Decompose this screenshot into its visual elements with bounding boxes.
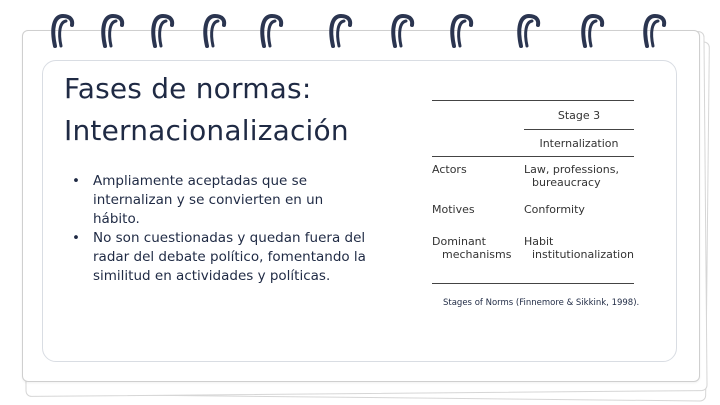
table-row <box>432 163 634 203</box>
bullet-item <box>72 172 372 229</box>
spiral-binding-ring-icon <box>578 10 608 50</box>
spiral-binding-ring-icon <box>514 10 544 50</box>
bullet-text: No son cuestionadas y quedan fuera del radar del debate político, fomentando la similitud en actividades y políticas. <box>93 230 366 284</box>
table-row-value: Conformity <box>524 203 585 216</box>
table-row-value <box>524 163 619 189</box>
spiral-binding <box>0 0 720 60</box>
spiral-binding-ring-icon <box>257 10 287 50</box>
table-row <box>432 235 634 277</box>
table-row <box>432 203 634 235</box>
table-stage-name: Internalization <box>539 137 619 150</box>
table-row-value-line: institutionalization <box>532 248 634 261</box>
table-row-label: Motives <box>432 203 475 216</box>
spiral-binding-ring-icon <box>200 10 230 50</box>
spiral-binding-ring-icon <box>98 10 128 50</box>
spiral-binding-ring-icon <box>48 10 78 50</box>
bullet-dot-icon: • <box>72 173 80 189</box>
table-row-value-line: Law, professions, <box>524 163 619 176</box>
table-row-value <box>524 235 634 261</box>
spiral-binding-ring-icon <box>388 10 418 50</box>
spiral-binding-ring-icon <box>447 10 477 50</box>
table-row-label-line: Dominant <box>432 235 486 248</box>
table-bottom-rule <box>432 283 634 284</box>
table-row-label-line: mechanisms <box>442 248 512 261</box>
table-row-value-line: Habit <box>524 235 554 248</box>
spiral-binding-ring-icon <box>148 10 178 50</box>
bullet-dot-icon: • <box>72 230 80 246</box>
table-stage-label: Stage 3 <box>557 109 601 122</box>
slide-title-line-1: Fases de normas: <box>64 72 312 105</box>
spiral-binding-ring-icon <box>640 10 670 50</box>
bullet-list <box>72 172 372 286</box>
bullet-item <box>72 229 372 286</box>
bullet-text: Ampliamente aceptadas que se internalizan y se convierten en un hábito. <box>93 173 324 227</box>
table-row-label: Actors <box>432 163 467 176</box>
table-caption: Stages of Norms (Finnemore & Sikkink, 1998). <box>443 298 640 308</box>
stages-of-norms-table <box>432 100 634 284</box>
spiral-binding-ring-icon <box>326 10 356 50</box>
table-stage-name-header <box>432 130 634 156</box>
slide-title <box>64 68 424 152</box>
table-row-label <box>432 235 511 261</box>
table-header-rule <box>432 156 634 157</box>
slide-title-line-2: Internacionalización <box>64 114 349 147</box>
table-row-value-line: bureaucracy <box>532 176 601 189</box>
table-stage-header <box>432 101 634 129</box>
